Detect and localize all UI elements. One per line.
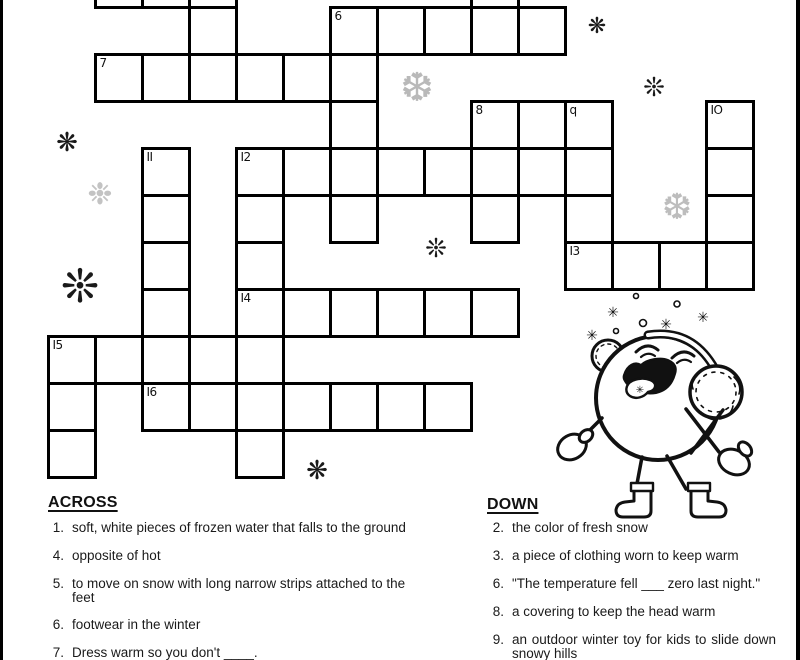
crossword-cell[interactable] bbox=[141, 241, 191, 291]
crossword-cell[interactable] bbox=[517, 6, 567, 56]
crossword-cell[interactable] bbox=[423, 147, 473, 197]
crossword-cell[interactable] bbox=[235, 194, 285, 244]
down-clue-9 bbox=[486, 633, 776, 660]
cell-number: 6 bbox=[334, 8, 342, 23]
clue-number: 8. bbox=[492, 604, 504, 619]
clue-number: 4. bbox=[52, 548, 64, 563]
crossword-cell[interactable] bbox=[94, 0, 144, 9]
crossword-cell[interactable] bbox=[235, 53, 285, 103]
crossword-cell-15[interactable] bbox=[47, 335, 97, 385]
crossword-cell[interactable] bbox=[423, 6, 473, 56]
crossword-cell[interactable] bbox=[188, 382, 238, 432]
across-clue-7 bbox=[46, 646, 428, 660]
snowflake-icon: ❊ bbox=[425, 233, 447, 263]
page-edge-right bbox=[796, 0, 800, 660]
page-edge-left bbox=[0, 0, 3, 660]
tongue-snowflake-icon: ✳ bbox=[635, 385, 645, 396]
crossword-cell[interactable] bbox=[376, 147, 426, 197]
crossword-cell[interactable] bbox=[423, 382, 473, 432]
crossword-cell[interactable] bbox=[235, 335, 285, 385]
clue-number: 6. bbox=[492, 576, 504, 591]
cell-number: I2 bbox=[240, 149, 251, 164]
crossword-cell[interactable] bbox=[329, 53, 379, 103]
crossword-cell[interactable] bbox=[329, 288, 379, 338]
snowflake-icon: ❋ bbox=[587, 13, 607, 38]
right-mitten bbox=[714, 439, 754, 479]
crossword-cell[interactable] bbox=[188, 53, 238, 103]
clue-text: soft, white pieces of frozen water that falls to the ground bbox=[72, 520, 406, 535]
clue-number: 6. bbox=[52, 617, 64, 632]
crossword-cell[interactable] bbox=[235, 382, 285, 432]
cell-number: I3 bbox=[569, 243, 580, 258]
crossword-cell-9[interactable] bbox=[564, 100, 614, 150]
crossword-cell[interactable] bbox=[47, 382, 97, 432]
snowflake-icon: ❋ bbox=[56, 127, 78, 157]
crossword-cell-16[interactable] bbox=[141, 382, 191, 432]
crossword-cell[interactable] bbox=[141, 0, 191, 9]
down-clue-8 bbox=[486, 605, 776, 619]
crossword-cell[interactable] bbox=[282, 53, 332, 103]
crossword-cell[interactable] bbox=[282, 382, 332, 432]
crossword-cell-12[interactable] bbox=[235, 147, 285, 197]
crossword-cell[interactable] bbox=[329, 100, 379, 150]
clue-text: footwear in the winter bbox=[72, 617, 201, 632]
crossword-cell[interactable] bbox=[705, 147, 755, 197]
crossword-cell[interactable] bbox=[282, 288, 332, 338]
crossword-cell[interactable] bbox=[235, 241, 285, 291]
down-clue-2 bbox=[486, 521, 776, 535]
crossword-cell[interactable] bbox=[47, 429, 97, 479]
right-boot bbox=[688, 483, 726, 517]
crossword-cell[interactable] bbox=[329, 382, 379, 432]
snowflake-icon: ❉ bbox=[87, 178, 113, 211]
crossword-cell[interactable] bbox=[517, 100, 567, 150]
cell-number: q bbox=[569, 102, 577, 117]
crossword-cell[interactable] bbox=[470, 288, 520, 338]
snowflake-icon: ❆ bbox=[400, 66, 434, 110]
snowball-character-illustration bbox=[540, 283, 775, 530]
across-clue-5 bbox=[46, 577, 428, 604]
svg-text:✳: ✳ bbox=[697, 310, 709, 326]
crossword-cell[interactable] bbox=[376, 288, 426, 338]
svg-text:✳: ✳ bbox=[586, 328, 598, 344]
clue-text: an outdoor winter toy for kids to slide down snowy hills bbox=[512, 632, 776, 660]
crossword-cell[interactable] bbox=[470, 147, 520, 197]
crossword-cell[interactable] bbox=[423, 288, 473, 338]
crossword-cell[interactable] bbox=[376, 382, 426, 432]
across-clue-1 bbox=[46, 521, 428, 535]
crossword-cell-6[interactable] bbox=[329, 6, 379, 56]
crossword-cell[interactable] bbox=[517, 147, 567, 197]
across-clue-6 bbox=[46, 618, 428, 632]
crossword-cell[interactable] bbox=[188, 335, 238, 385]
crossword-cell-8[interactable] bbox=[470, 100, 520, 150]
cell-number: IO bbox=[710, 102, 723, 117]
clue-text: Dress warm so you don't ____. bbox=[72, 645, 258, 660]
crossword-cell[interactable] bbox=[141, 288, 191, 338]
crossword-cell-10[interactable] bbox=[705, 100, 755, 150]
crossword-cell[interactable] bbox=[705, 194, 755, 244]
down-header: DOWN bbox=[487, 496, 539, 513]
clue-number: 7. bbox=[52, 645, 64, 660]
svg-text:✳: ✳ bbox=[607, 305, 619, 321]
clue-text: a piece of clothing worn to keep warm bbox=[512, 548, 739, 563]
crossword-cell[interactable] bbox=[329, 147, 379, 197]
snowflake-icon: ❊ bbox=[60, 260, 100, 312]
crossword-cell[interactable] bbox=[188, 6, 238, 56]
cell-number: I4 bbox=[240, 290, 251, 305]
down-clue-6 bbox=[486, 577, 776, 591]
clue-number: 5. bbox=[52, 576, 64, 591]
crossword-cell[interactable] bbox=[141, 53, 191, 103]
crossword-cell-14[interactable] bbox=[235, 288, 285, 338]
crossword-cell[interactable] bbox=[564, 147, 614, 197]
cell-number: II bbox=[146, 149, 153, 164]
crossword-cell[interactable] bbox=[141, 194, 191, 244]
clue-number: 9. bbox=[492, 632, 504, 647]
clue-number: 3. bbox=[492, 548, 504, 563]
clue-text: to move on snow with long narrow strips attached to the feet bbox=[72, 576, 406, 605]
crossword-cell[interactable] bbox=[376, 6, 426, 56]
clue-number: 2. bbox=[492, 520, 504, 535]
cell-number: 7 bbox=[99, 55, 107, 70]
down-clue-3 bbox=[486, 549, 776, 563]
across-header: ACROSS bbox=[48, 494, 118, 511]
clue-text: a covering to keep the head warm bbox=[512, 604, 716, 619]
clue-text: "The temperature fell ___ zero last night." bbox=[512, 576, 761, 591]
crossword-cell-7[interactable] bbox=[94, 53, 144, 103]
crossword-cell[interactable] bbox=[94, 335, 144, 385]
snowflake-icon: ❆ bbox=[661, 186, 693, 227]
crossword-cell[interactable] bbox=[470, 194, 520, 244]
cell-number: I5 bbox=[52, 337, 63, 352]
right-earmuff bbox=[690, 366, 742, 418]
crossword-cell[interactable] bbox=[282, 147, 332, 197]
crossword-cell[interactable] bbox=[564, 194, 614, 244]
crossword-cell[interactable] bbox=[235, 429, 285, 479]
cell-number: I6 bbox=[146, 384, 157, 399]
left-mitten bbox=[553, 427, 595, 465]
clue-text: the color of fresh snow bbox=[512, 520, 648, 535]
clue-text: opposite of hot bbox=[72, 548, 161, 563]
svg-text:✳: ✳ bbox=[660, 317, 672, 333]
crossword-cell[interactable] bbox=[329, 194, 379, 244]
across-clue-4 bbox=[46, 549, 428, 563]
cell-number: 8 bbox=[475, 102, 483, 117]
crossword-cell[interactable] bbox=[470, 6, 520, 56]
snowflake-icon: ❋ bbox=[306, 455, 328, 485]
clue-number: 1. bbox=[52, 520, 64, 535]
crossword-cell-11[interactable] bbox=[141, 147, 191, 197]
crossword-cell[interactable] bbox=[141, 335, 191, 385]
snowflake-icon: ❊ bbox=[643, 72, 665, 102]
left-boot bbox=[616, 483, 653, 517]
